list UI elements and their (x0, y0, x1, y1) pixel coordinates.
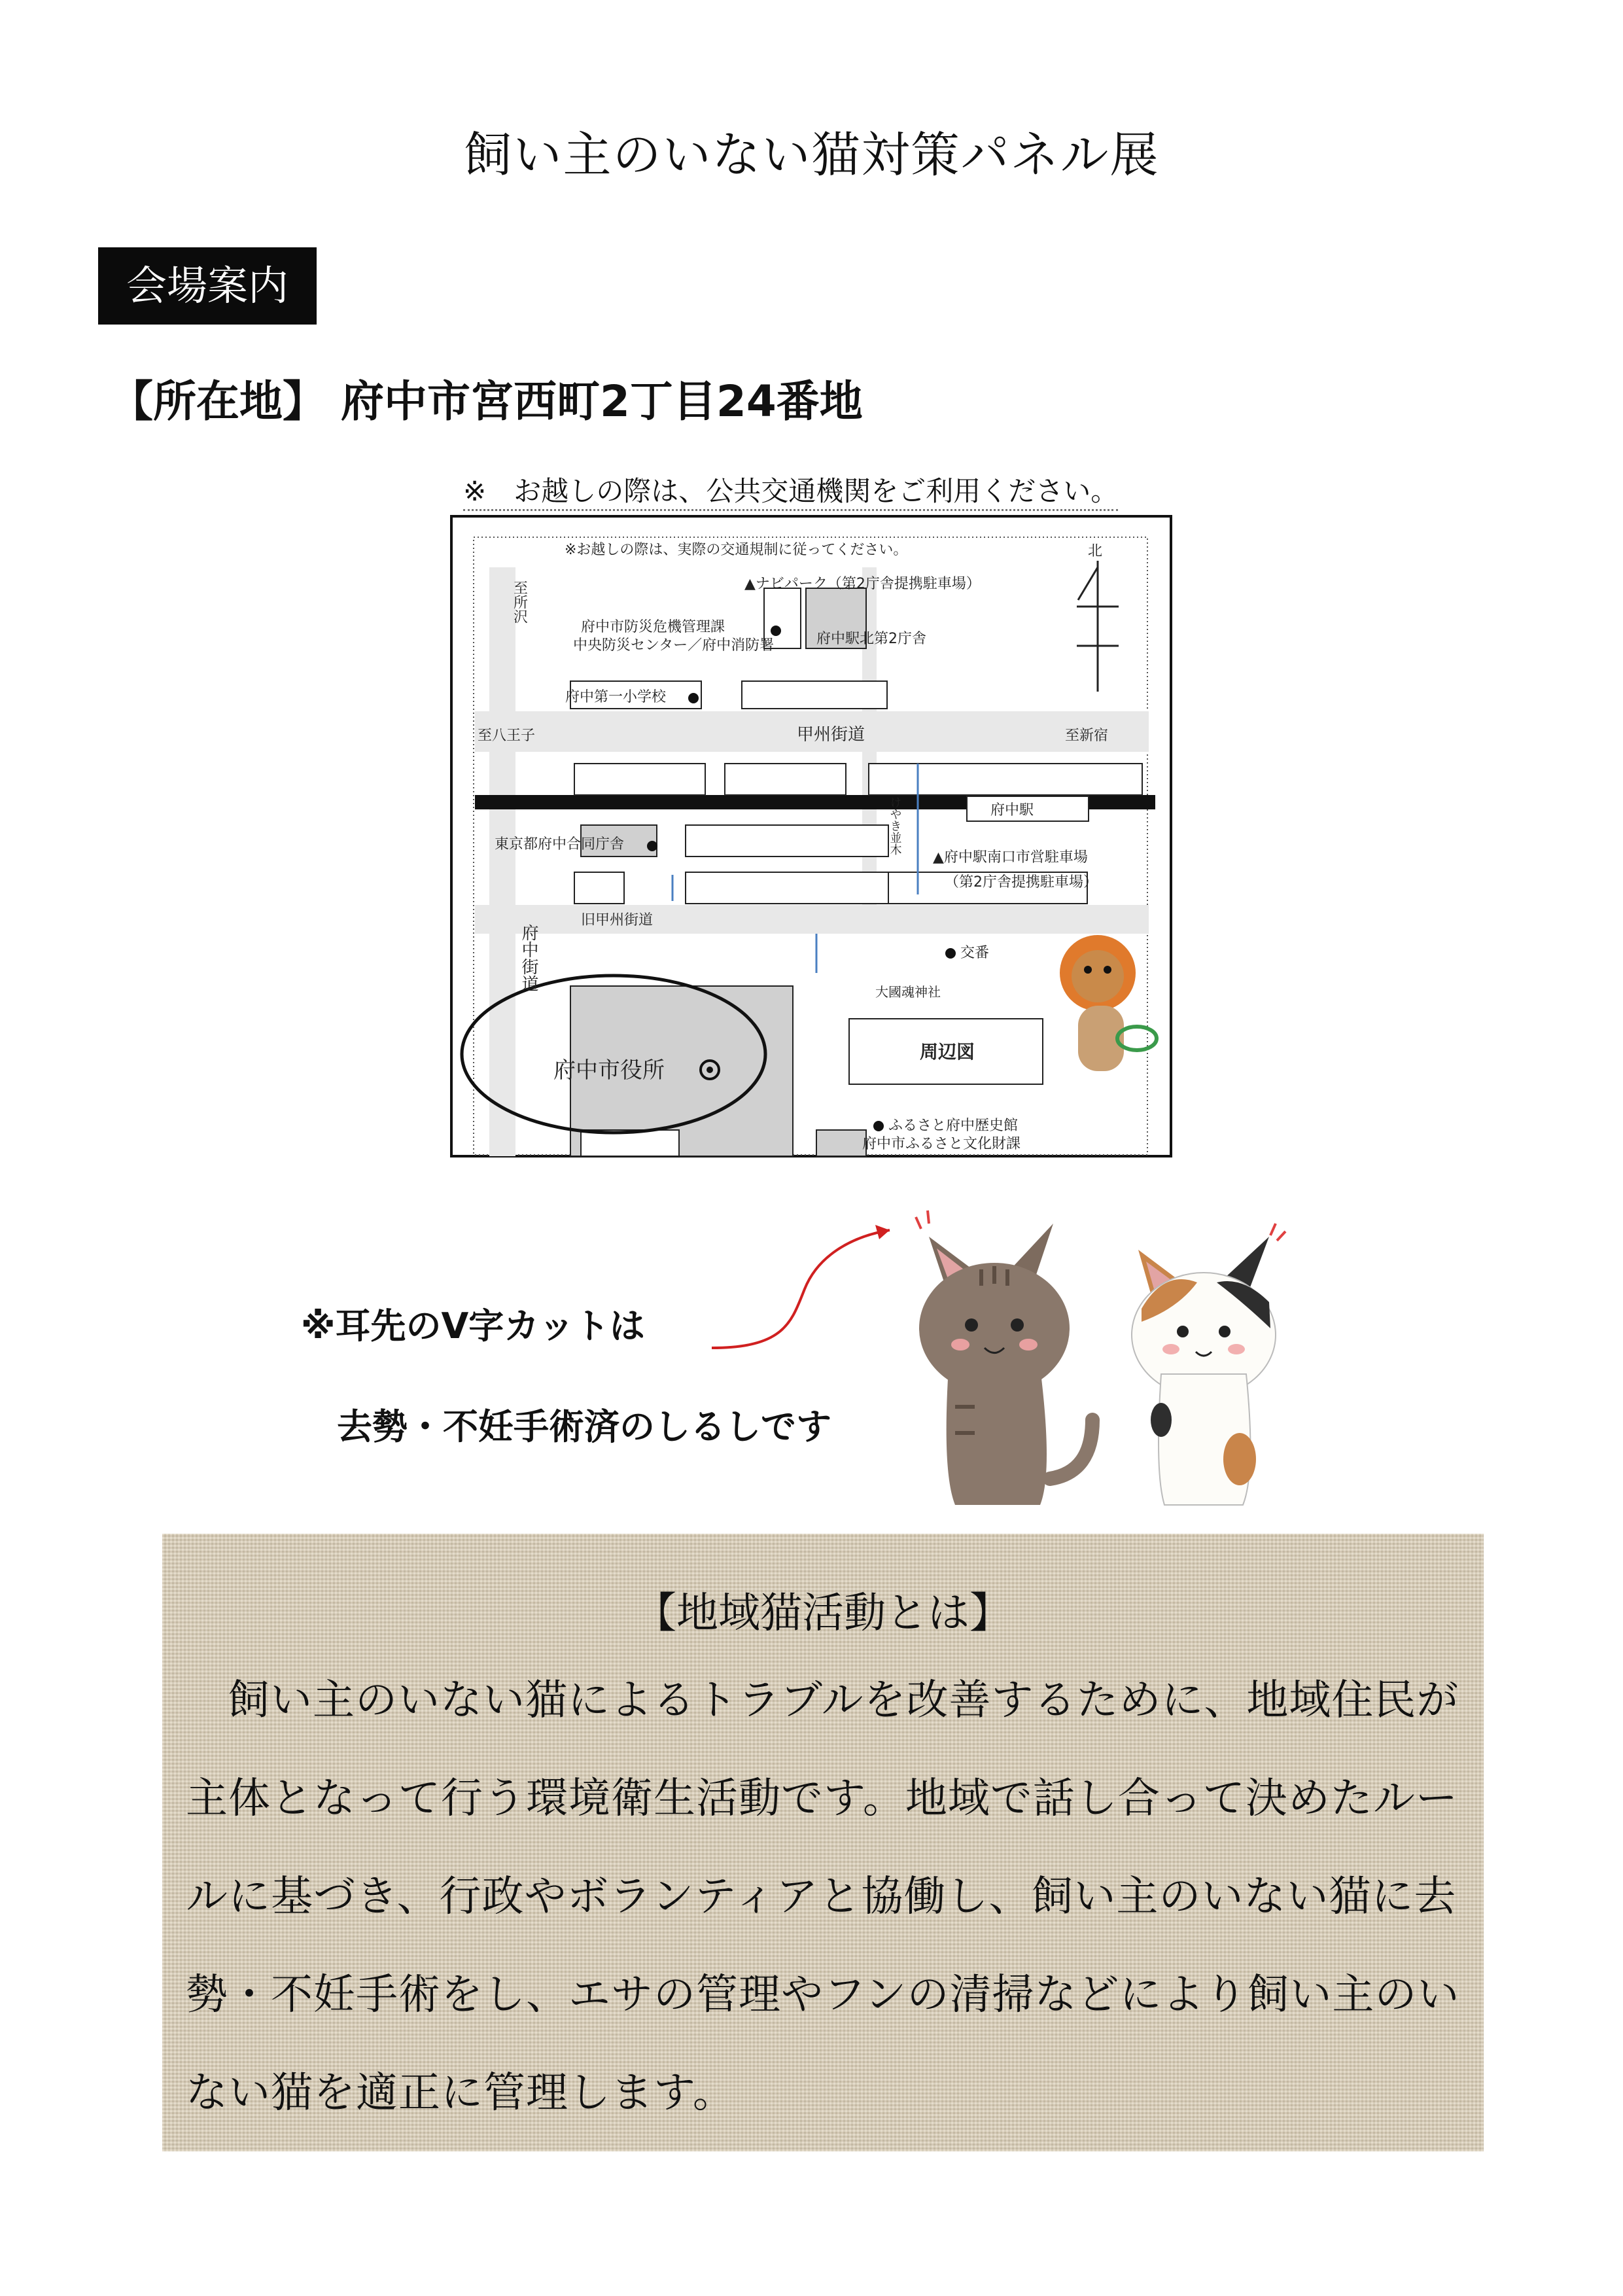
document-title: 飼い主のいない猫対策パネル展 (463, 127, 1160, 183)
map-label-school: 府中第一小学校 (565, 689, 667, 705)
map-label-museum1: ふるさと府中歴史館 (888, 1118, 1019, 1134)
tabby-cat-icon (916, 1210, 1092, 1505)
panel-body: 飼い主のいない猫によるトラブルを改善するために、地域住民が主体となって行う環境衛生活動です。地域で話し合って決めたルールに基づき、行政やボランティアと協働し、飼い主のいない猫に去勢・不妊手術をし、エサの管理やフンの清掃などにより飼い主のいない猫を適正に管理します。 (186, 1676, 1460, 2117)
map-label-koshu-kaido: 甲州街道 (797, 725, 865, 745)
cats-illustration (903, 1197, 1321, 1525)
address-line: 【所在地】 府中市宮西町2丁目24番地 (110, 376, 863, 427)
map-label-museum2: 府中市ふるさと文化財課 (862, 1136, 1021, 1152)
map-label-to-shinjuku: 至新宿 (1065, 728, 1109, 744)
map-label-keyaki: けやき並木 (888, 796, 902, 855)
access-note: ※ お越しの際は、公共交通機関をご利用ください。 (463, 470, 1118, 511)
map-label-city-hall: 府中市役所 (553, 1057, 665, 1084)
map-label-fuchu-station: 府中駅 (990, 802, 1034, 819)
map-label-naviparking: ▲ナビパーク（第2庁舎提携駐車場） (744, 576, 981, 592)
ear-cut-note-line1: ※耳先のV字カットは (301, 1305, 645, 1347)
map-label-surroundings: 周辺図 (920, 1041, 975, 1063)
map-label-old-koshu: 旧甲州街道 (581, 912, 654, 928)
calico-cat-icon (1132, 1224, 1285, 1505)
map-label-south-parking1: ▲府中駅南口市営駐車場 (933, 849, 1088, 866)
map-north-label: 北 (1088, 543, 1103, 559)
map-label-south-parking2: （第2庁舎提携駐車場） (945, 874, 1098, 891)
map-label-to-shozawa: 至所沢 (511, 580, 528, 624)
red-arrow (707, 1217, 903, 1368)
map-label-to-hachioji: 至八王子 (478, 728, 536, 744)
map-label-tokyo-joint: 東京都府中合同庁舎 (495, 836, 625, 853)
area-map (450, 515, 1172, 1157)
map-label-koban: 交番 (960, 945, 990, 961)
map-label-bousai1: 府中市防災危機管理課 (581, 619, 725, 635)
map-label-okunitama: 大國魂神社 (875, 984, 941, 1000)
panel-title: 【地域猫活動とは】 (635, 1589, 1011, 1638)
map-label-bousai2: 中央防災センター／府中消防署 (573, 637, 775, 654)
map-notice: ※お越しの際は、実際の交通規制に従ってください。 (565, 542, 908, 558)
ear-cut-note-line2: 去勢・不妊手術済のしるしです (337, 1406, 831, 1447)
info-panel (162, 1534, 1484, 2151)
map-label-north-annex: 府中駅北第2庁舎 (816, 631, 926, 647)
section-label: 会場案内 (98, 247, 317, 325)
map-label-fuchu-kaido: 府中街道 (519, 924, 538, 992)
